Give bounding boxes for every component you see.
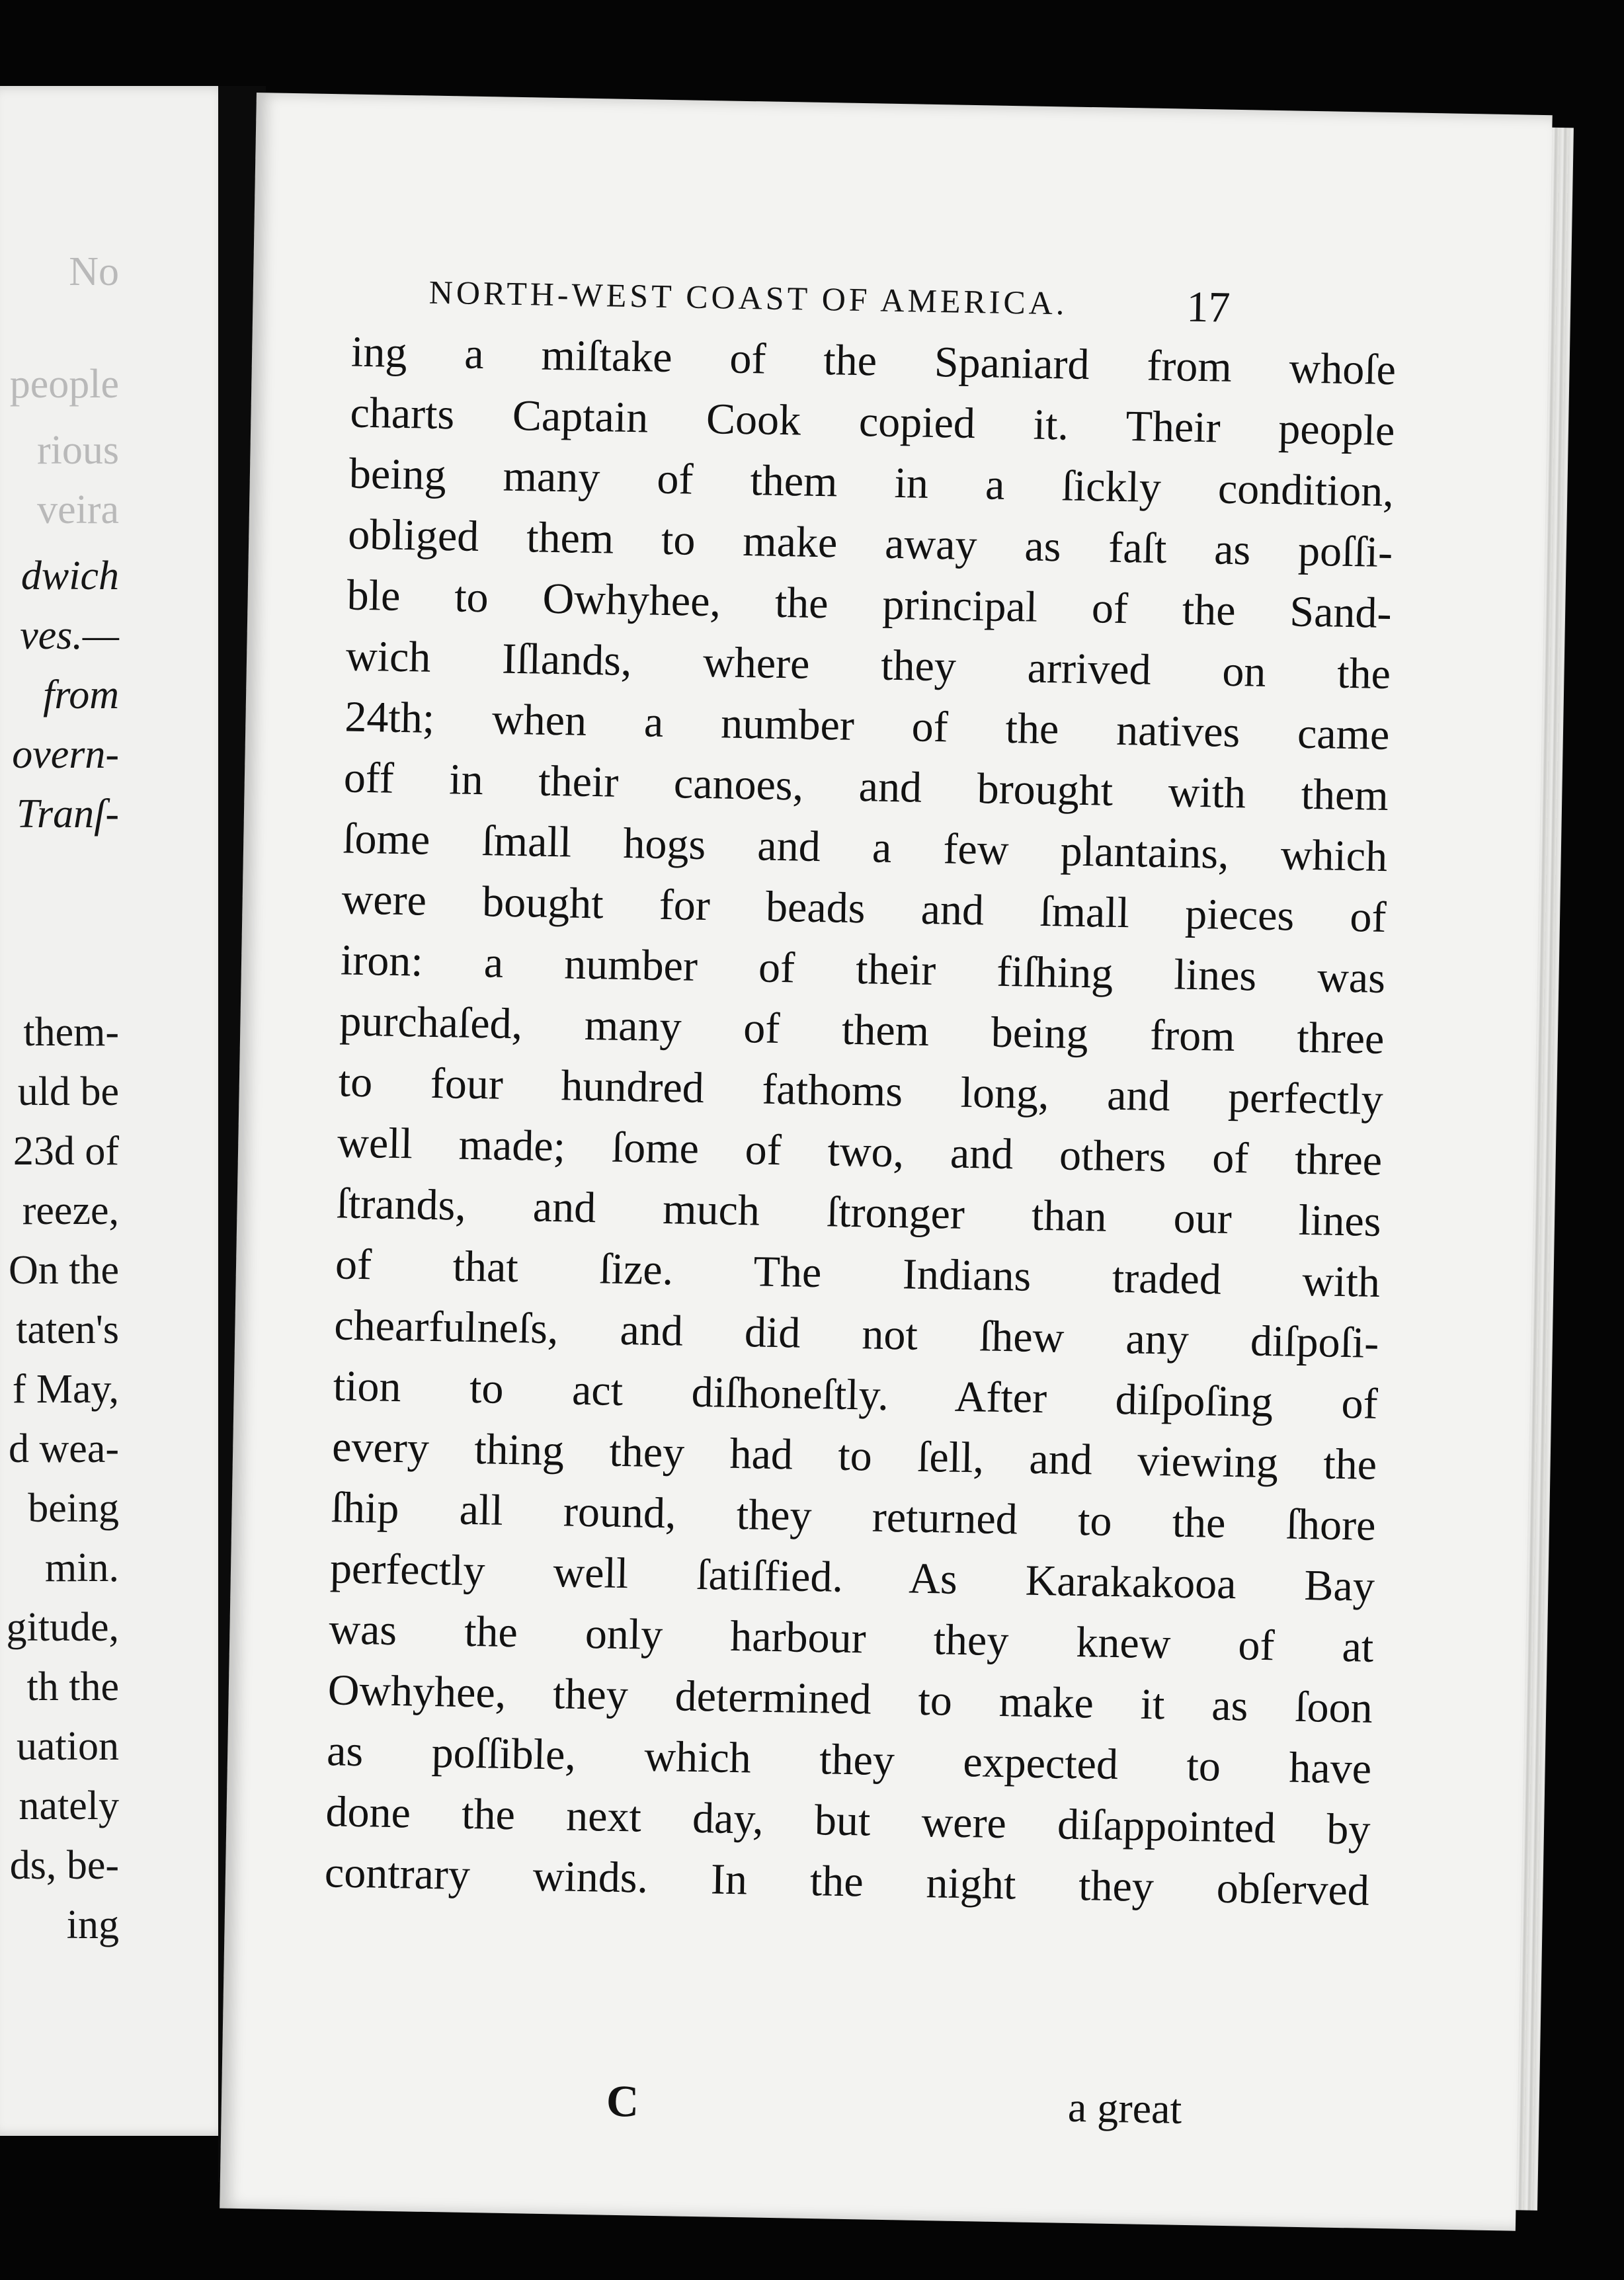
text-line: iron: a number of their fiſhing lines was (340, 936, 1386, 1002)
text-line: ble to Owhyhee, the principal of the Sand- (346, 571, 1393, 638)
text-line: were bought for beads and ſmall pieces of (341, 875, 1387, 942)
text-line: of that ſize. The Indians traded with (335, 1240, 1381, 1307)
text-line: as poſſible, which they expected to have (326, 1727, 1372, 1793)
catchword: a great (1067, 2083, 1182, 2133)
text-line: every thing they had to ſell, and viewing the (331, 1422, 1377, 1489)
text-line: obliged them to make away as faſt as poſſi- (347, 510, 1393, 577)
body-text (324, 322, 1397, 1922)
left-page-line: people (9, 362, 119, 407)
left-page-line: nately (19, 1783, 119, 1828)
left-page-line: uld be (17, 1069, 119, 1114)
left-page-line: taten's (16, 1307, 119, 1352)
left-page-line: them- (23, 1010, 119, 1055)
left-page-line: overn- (12, 732, 119, 777)
text-line: was the only harbour they knew of at (328, 1605, 1374, 1672)
left-page-line: rious (37, 428, 119, 473)
text-line: 24th; when a number of the natives came (344, 692, 1390, 760)
left-page-line: reeze, (22, 1188, 119, 1233)
left-page-line: gitude, (6, 1605, 119, 1650)
text-line: tion to act diſhoneſtly. After diſpoſing of (333, 1362, 1379, 1428)
facing-page-left (0, 86, 231, 2136)
text-line: ing a miſtake of the Spaniard from whoſe (350, 327, 1397, 395)
book-page-right (220, 93, 1553, 2231)
left-page-line: ves.— (20, 613, 119, 658)
running-head: NORTH-WEST COAST OF AMERICA. (428, 273, 1068, 322)
signature-mark: C (606, 2075, 639, 2127)
text-line: purchaſed, many of them being from three (339, 997, 1385, 1063)
page-number: 17 (1186, 282, 1231, 332)
text-line: well made; ſome of two, and others of three (337, 1118, 1383, 1185)
left-page-line: being (28, 1486, 119, 1531)
text-line: Owhyhee, they determined to make it as ſoon (327, 1666, 1373, 1732)
left-page-line: ds, be- (9, 1843, 119, 1888)
left-page-line: min. (45, 1545, 119, 1590)
text-line: chearfulneſs, and did not ſhew any diſpoſi- (333, 1301, 1379, 1367)
left-page-line: f May, (12, 1367, 119, 1412)
left-page-line: from (43, 672, 119, 717)
left-page-line: Tranſ- (16, 792, 119, 836)
text-line: done the next day, but were diſappointed by (325, 1787, 1371, 1854)
left-page-line: 23d of (13, 1129, 119, 1174)
left-page-line: dwich (20, 553, 119, 598)
left-page-line: d wea- (9, 1426, 119, 1471)
left-page-line: On the (8, 1248, 119, 1293)
text-line: ſome ſmall hogs and a few plantains, which (342, 814, 1388, 881)
text-line: to four hundred fathoms long, and perfectly (338, 1057, 1384, 1124)
left-page-line: uation (17, 1724, 119, 1769)
left-page-line: veira (37, 487, 119, 532)
text-line: off in their canoes, and brought with them (343, 753, 1389, 821)
text-line: being many of them in a ſickly condition, (348, 449, 1395, 516)
text-line: wich Iſlands, where they arrived on the (345, 631, 1391, 699)
left-page-line: th the (26, 1664, 119, 1709)
text-line: charts Captain Cook copied it. Their people (349, 388, 1395, 456)
text-line: perfectly well ſatiſfied. As Karakakooa Bay (329, 1544, 1375, 1611)
text-line: ſhip all round, they returned to the ſhore (331, 1483, 1377, 1550)
text-line: contrary winds. In the night they obſerved (324, 1848, 1370, 1915)
left-page-line: ing (66, 1902, 119, 1947)
left-page-line: No (69, 249, 119, 294)
text-line: ſtrands, and much ſtronger than our lines (336, 1179, 1382, 1246)
